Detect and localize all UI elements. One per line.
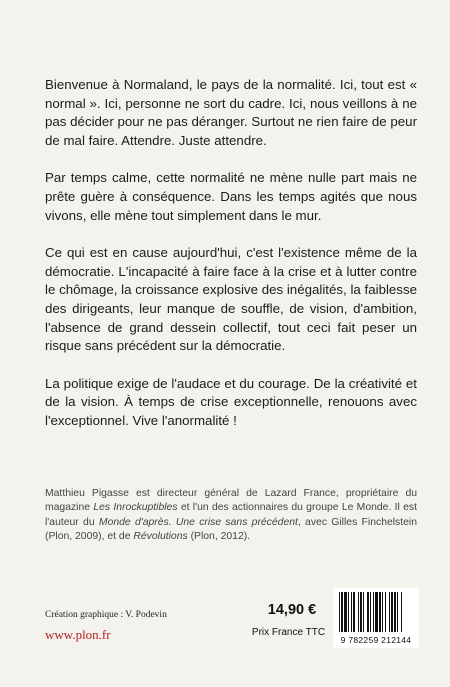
paragraph-audacity: La politique exige de l'audace et du courage. De la créativité et de la vision. À temps de crise exceptionnelle, renouons avec l'exceptionnel. Vive l'anormalité ! — [45, 375, 417, 428]
barcode-bar — [373, 592, 374, 632]
author-bio — [45, 487, 417, 544]
bio-title-magazine: Les Inrockuptibles — [93, 502, 178, 514]
barcode-bar — [379, 592, 381, 632]
paragraph-intro: Bienvenue à Normaland, le pays de la normalité. Ici, tout est « normal ». Ici, personne ne sort du cadre. Ici, nous veillons à ne pas décider pour ne pas déranger. Surtout ne rien faire de peur de mal faire. Attendre. Juste attendre. — [45, 77, 417, 148]
barcode-bar — [360, 592, 362, 632]
bio-text: , avec Gilles Finchelstein (Plon, 2009), et de — [45, 516, 418, 542]
bio-text: et l'un des actionnaires du groupe Le Monde. Il est l'auteur du — [45, 502, 417, 528]
barcode-bar — [367, 592, 369, 632]
bio-text: (Plon, 2012). — [187, 530, 251, 542]
isbn-number: 9 782259 212144 — [340, 635, 412, 645]
paragraph-calm: Par temps calme, cette normalité ne mène nulle part mais ne prête guère à conséquence. Dans les temps agités que nous vivons, elle mène tout simplement dans le mur. — [45, 170, 417, 223]
barcode-bar — [344, 592, 347, 632]
barcode-bars — [337, 592, 415, 634]
barcode-bar — [351, 592, 352, 632]
barcode-bar — [353, 592, 355, 632]
barcode-bar — [358, 592, 359, 632]
barcode-bar — [389, 592, 390, 632]
barcode-bar — [339, 592, 340, 632]
price-label: Prix France TTC — [251, 627, 326, 638]
barcode-bar — [401, 592, 402, 632]
barcode-bar — [375, 592, 378, 632]
barcode-bar — [397, 592, 398, 632]
barcode-bar — [363, 592, 364, 632]
barcode-bar — [341, 592, 343, 632]
barcode-bar — [370, 592, 371, 632]
price: 14,90 € — [267, 602, 317, 618]
publisher-website[interactable]: www.plon.fr — [45, 627, 111, 642]
barcode-bar — [394, 592, 396, 632]
design-credit: Création graphique : V. Podevin — [45, 610, 167, 620]
paragraph-democracy: Ce qui est en cause aujourd'hui, c'est l'existence même de la démocratie. L'incapacité à faire face à la crise et à lutter contre le chômage, la croissance explosive des inégalités, la faiblesse des dirigeants, leur manque de souffle, de vision, d'ambition, l'absence de grand dessein collectif, tout ceci fait peser un risque sans précédent sur la démocratie. — [45, 245, 417, 354]
bio-title-book: Monde d'après. Une crise sans précédent — [98, 516, 298, 528]
barcode-bar — [391, 592, 393, 632]
bio-title-revolutions: Révolutions — [133, 530, 188, 542]
back-cover-text — [45, 76, 417, 450]
barcode-bar — [385, 592, 386, 632]
barcode — [333, 588, 419, 648]
barcode-bar — [348, 592, 349, 632]
barcode-bar — [382, 592, 383, 632]
bio-text: Matthieu Pigasse est directeur général de Lazard France, propriétaire du magazine — [45, 488, 417, 514]
